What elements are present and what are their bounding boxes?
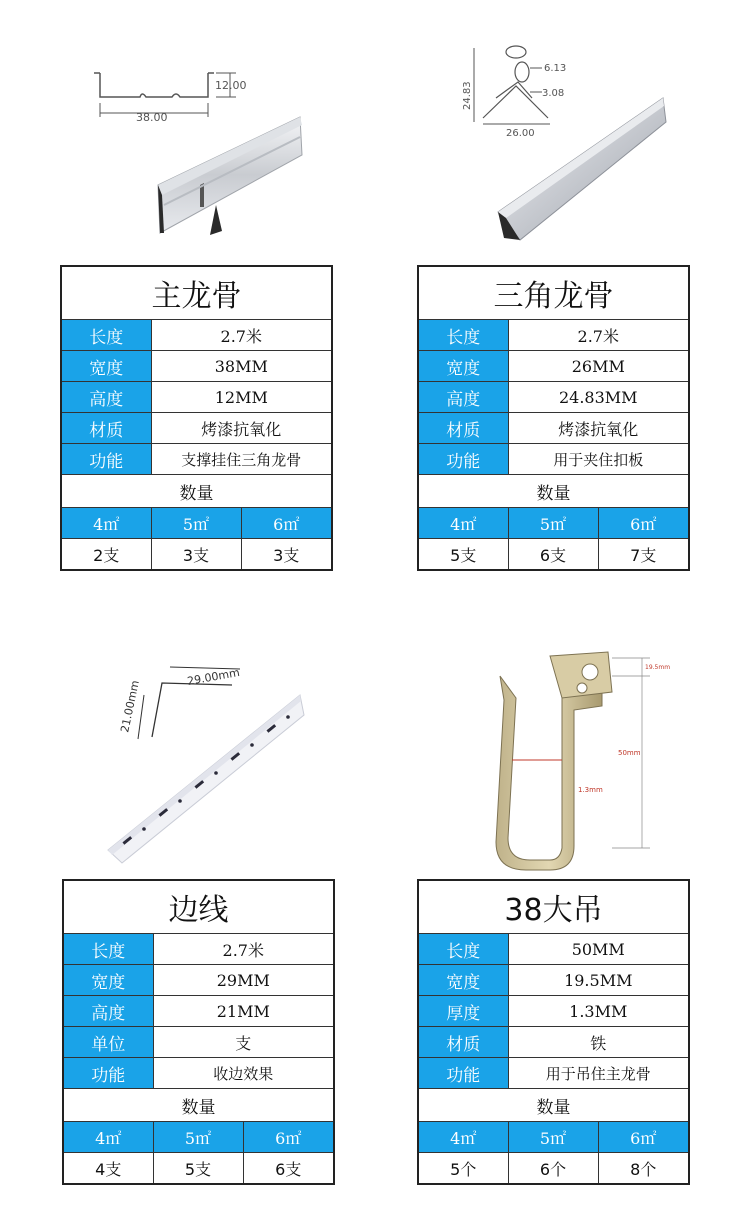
quantity-label: 数量 bbox=[61, 475, 332, 508]
spec-key: 宽度 bbox=[63, 965, 153, 996]
spec-table-hanger bbox=[417, 879, 690, 1185]
spec-value: 2.7米 bbox=[151, 320, 332, 351]
area-cell: 4㎡ bbox=[63, 1122, 153, 1153]
spec-value: 50MM bbox=[508, 934, 689, 965]
triangle-keel-mid-dim: 3.08 bbox=[542, 88, 565, 99]
spec-value: 烤漆抗氧化 bbox=[508, 413, 689, 444]
spec-key: 材质 bbox=[418, 413, 508, 444]
spec-value: 烤漆抗氧化 bbox=[151, 413, 332, 444]
area-cell: 6㎡ bbox=[598, 1122, 689, 1153]
count-cell: 5支 bbox=[153, 1153, 243, 1185]
spec-value: 38MM bbox=[151, 351, 332, 382]
count-cell: 6支 bbox=[508, 539, 598, 571]
triangle-keel-profile-drawing bbox=[474, 46, 550, 124]
spec-key: 宽度 bbox=[418, 965, 508, 996]
spec-value: 收边效果 bbox=[153, 1058, 334, 1089]
main-keel-height-dim: 12.00 bbox=[215, 79, 247, 92]
spec-key: 材质 bbox=[418, 1027, 508, 1058]
spec-table-triangle-keel bbox=[417, 265, 690, 571]
spec-value: 19.5MM bbox=[508, 965, 689, 996]
count-cell: 5个 bbox=[418, 1153, 508, 1185]
triangle-keel-profile-photo bbox=[498, 98, 666, 240]
count-cell: 7支 bbox=[598, 539, 689, 571]
quantity-label: 数量 bbox=[418, 475, 689, 508]
spec-key: 长度 bbox=[63, 934, 153, 965]
spec-value: 24.83MM bbox=[508, 382, 689, 413]
spec-value: 1.3MM bbox=[508, 996, 689, 1027]
hanger-width-dim: 19.5mm bbox=[645, 664, 670, 671]
spec-key: 宽度 bbox=[61, 351, 151, 382]
spec-key: 长度 bbox=[418, 320, 508, 351]
product-title: 边线 bbox=[63, 880, 334, 934]
spec-table-main-keel bbox=[60, 265, 333, 571]
spec-value: 2.7米 bbox=[508, 320, 689, 351]
hanger-illustration bbox=[490, 648, 670, 873]
spec-key: 长度 bbox=[418, 934, 508, 965]
area-cell: 5㎡ bbox=[508, 1122, 598, 1153]
spec-key: 宽度 bbox=[418, 351, 508, 382]
spec-value: 支撑挂住三角龙骨 bbox=[151, 444, 332, 475]
area-cell: 4㎡ bbox=[61, 508, 151, 539]
area-cell: 5㎡ bbox=[508, 508, 598, 539]
area-cell: 4㎡ bbox=[418, 1122, 508, 1153]
triangle-keel-illustration bbox=[458, 40, 673, 245]
spec-table-edge-line bbox=[62, 879, 335, 1185]
count-cell: 6个 bbox=[508, 1153, 598, 1185]
area-cell: 6㎡ bbox=[241, 508, 332, 539]
spec-value: 2.7米 bbox=[153, 934, 334, 965]
main-keel-width-dim: 38.00 bbox=[136, 111, 168, 124]
triangle-keel-height-dim: 24.83 bbox=[462, 81, 473, 110]
spec-key: 功能 bbox=[63, 1058, 153, 1089]
area-cell: 6㎡ bbox=[598, 508, 689, 539]
hanger-length-dim: 50mm bbox=[618, 749, 641, 757]
product-title: 38大吊 bbox=[418, 880, 689, 934]
spec-key: 长度 bbox=[61, 320, 151, 351]
spec-key: 高度 bbox=[63, 996, 153, 1027]
quantity-label: 数量 bbox=[418, 1089, 689, 1122]
quantity-label: 数量 bbox=[63, 1089, 334, 1122]
spec-key: 厚度 bbox=[418, 996, 508, 1027]
spec-key: 功能 bbox=[418, 1058, 508, 1089]
main-keel-profile-photo bbox=[158, 117, 302, 235]
spec-value: 26MM bbox=[508, 351, 689, 382]
area-cell: 5㎡ bbox=[151, 508, 241, 539]
count-cell: 8个 bbox=[598, 1153, 689, 1185]
spec-key: 高度 bbox=[418, 382, 508, 413]
spec-value: 用于夹住扣板 bbox=[508, 444, 689, 475]
count-cell: 3支 bbox=[151, 539, 241, 571]
spec-key: 功能 bbox=[61, 444, 151, 475]
spec-value: 12MM bbox=[151, 382, 332, 413]
area-cell: 6㎡ bbox=[243, 1122, 334, 1153]
spec-value: 铁 bbox=[508, 1027, 689, 1058]
spec-key: 单位 bbox=[63, 1027, 153, 1058]
count-cell: 6支 bbox=[243, 1153, 334, 1185]
triangle-keel-width-dim: 26.00 bbox=[506, 128, 535, 139]
spec-value: 21MM bbox=[153, 996, 334, 1027]
hanger-thickness-dim: 1.3mm bbox=[578, 786, 603, 794]
edge-line-strip-photo bbox=[108, 695, 304, 863]
count-cell: 2支 bbox=[61, 539, 151, 571]
edge-line-width-dim: 29.00mm bbox=[186, 665, 241, 688]
spec-key: 高度 bbox=[61, 382, 151, 413]
spec-value: 用于吊住主龙骨 bbox=[508, 1058, 689, 1089]
triangle-keel-top-dim: 6.13 bbox=[544, 63, 567, 74]
edge-line-illustration bbox=[100, 655, 310, 865]
spec-value: 29MM bbox=[153, 965, 334, 996]
product-title: 三角龙骨 bbox=[418, 266, 689, 320]
hanger-photo bbox=[496, 652, 612, 870]
edge-line-height-dim: 21.00mm bbox=[118, 679, 142, 734]
count-cell: 3支 bbox=[241, 539, 332, 571]
main-keel-illustration bbox=[80, 55, 320, 245]
spec-value: 支 bbox=[153, 1027, 334, 1058]
product-title: 主龙骨 bbox=[61, 266, 332, 320]
area-cell: 5㎡ bbox=[153, 1122, 243, 1153]
count-cell: 4支 bbox=[63, 1153, 153, 1185]
spec-key: 材质 bbox=[61, 413, 151, 444]
spec-key: 功能 bbox=[418, 444, 508, 475]
area-cell: 4㎡ bbox=[418, 508, 508, 539]
count-cell: 5支 bbox=[418, 539, 508, 571]
